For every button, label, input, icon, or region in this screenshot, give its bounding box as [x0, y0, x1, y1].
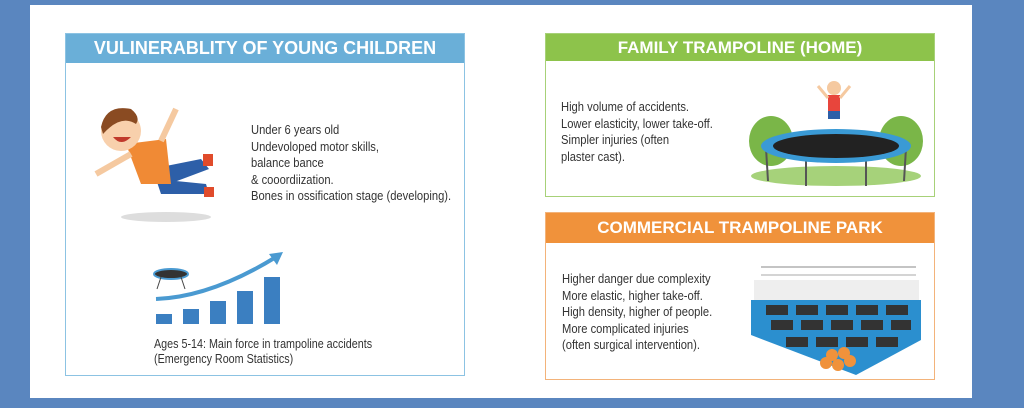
- text-line: & cooordiization.: [251, 171, 334, 187]
- text-line: High volume of accidents.: [561, 99, 690, 114]
- text-line: Lower elasticity, lower take-off.: [561, 115, 713, 131]
- commercial-text: [562, 271, 712, 354]
- text-line: balance bance: [251, 155, 324, 170]
- text-line: Higher danger due complexity: [562, 271, 711, 286]
- text-line: More elastic, higher take-off.: [562, 287, 703, 303]
- text-line: Bones in ossification stage (developing).: [251, 188, 452, 203]
- bar: [156, 314, 172, 324]
- bar: [264, 277, 280, 324]
- vulnerability-text: [251, 122, 451, 205]
- text-line: (often surgical intervention).: [562, 337, 700, 352]
- text-line: More complicated injuries: [562, 320, 689, 336]
- caption-line: (Emergency Room Statistics): [154, 352, 294, 366]
- text-line: plaster cast).: [561, 148, 626, 164]
- text-line: Simpler injuries (often: [561, 132, 670, 147]
- chart-caption: [154, 337, 372, 367]
- panel-title: FAMILY TRAMPOLINE (HOME): [546, 34, 934, 61]
- panel-title: COMMERCIAL TRAMPOLINE PARK: [546, 213, 934, 243]
- panel-family-trampoline: [545, 33, 935, 197]
- falling-child-illustration: [91, 99, 231, 229]
- panel-title: VULINERABLITY OF YOUNG CHILDREN: [66, 34, 464, 63]
- rising-bar-chart-illustration: [151, 249, 291, 329]
- bar: [237, 291, 253, 324]
- panel-commercial-park: [545, 212, 935, 380]
- trampoline-park-illustration: [746, 255, 926, 375]
- text-line: High density, higher of people.: [562, 304, 713, 319]
- text-line: Under 6 years old: [251, 122, 340, 137]
- caption-line: Ages 5-14: Main force in trampoline accidents: [154, 337, 373, 351]
- bar: [210, 301, 226, 324]
- panel-young-children: [65, 33, 465, 376]
- text-line: Undevoloped motor skills,: [251, 138, 380, 154]
- bar: [183, 309, 199, 324]
- home-trampoline-illustration: [746, 66, 926, 191]
- family-text: [561, 99, 713, 165]
